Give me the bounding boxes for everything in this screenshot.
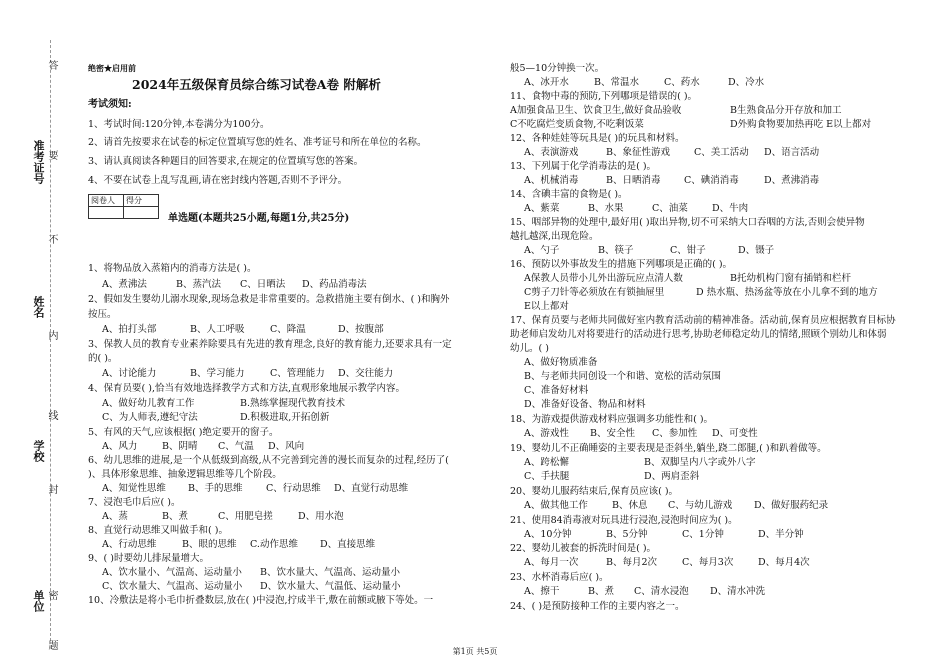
option: A、蒸 — [102, 511, 128, 522]
option: B、人工呼吸 — [190, 324, 245, 335]
option: C不吃腐烂变质食物,不吃剩饭菜 — [510, 119, 644, 130]
notice-item: 1、考试时间:120分钟,本卷满分为100分。 — [88, 119, 270, 130]
option: B.熟练掌握现代教育技术 — [240, 398, 346, 409]
label-xingming: 姓名 — [32, 296, 45, 318]
question-stem: 的( )。 — [88, 353, 118, 364]
option: D、直觉行动思维 — [334, 483, 409, 494]
option: D、语言活动 — [764, 147, 820, 158]
question-stem: 11、食物中毒的预防,下列哪项是错误的( )。 — [510, 91, 698, 102]
option: B、安全性 — [590, 428, 635, 439]
binding-mark-yao: 要 — [46, 150, 57, 160]
question-stem: 17、保育员要与老师共同做好室内教育活动前的精神准备。活动前,保育员应根据教育目标协 — [510, 315, 896, 326]
option: D、交往能力 — [338, 368, 394, 379]
option: A、拍打头部 — [102, 324, 157, 335]
option: B、手的思维 — [188, 483, 243, 494]
option: A、讨论能力 — [102, 368, 157, 379]
option: C剪子刀针等必须放在有锁抽屉里 — [524, 287, 665, 298]
option: A、每月一次 — [524, 557, 579, 568]
option: C、每月3次 — [682, 557, 734, 568]
option: B、象征性游戏 — [606, 147, 670, 158]
option: B、阴晴 — [162, 441, 198, 452]
score-table — [88, 194, 159, 219]
option: C、为人师表,遵纪守法 — [102, 412, 198, 423]
option: D、用水泡 — [298, 511, 344, 522]
option: A、表演游戏 — [524, 147, 579, 158]
question-stem: 14、含碘丰富的食物是( )。 — [510, 189, 628, 200]
option: C、油菜 — [652, 203, 688, 214]
option: B、蒸汽法 — [176, 279, 221, 290]
notice-heading: 考试须知: — [88, 99, 132, 110]
option: A、跨松懈 — [524, 457, 569, 468]
option: A、勺子 — [524, 245, 560, 256]
question-stem: 20、婴幼儿服药结束后,保育员应该( )。 — [510, 486, 679, 497]
option: D、清水冲洗 — [710, 586, 766, 597]
question-stem: 4、保育员要( ),恰当有效地选择教学方式和方法,直观形象地展示教学内容。 — [88, 383, 406, 394]
question-stem: 8、直觉行动思维又叫做手和( )。 — [88, 525, 228, 536]
option: A加强食品卫生、饮食卫生,做好食品验收 — [510, 105, 682, 116]
binding-mark-da: 答 — [46, 60, 57, 70]
question-stem: 18、为游戏提供游戏材料应强调多功能性和( )。 — [510, 414, 714, 425]
option: C、日晒法 — [240, 279, 286, 290]
question-stem: 幼儿。( ) — [510, 343, 549, 354]
page-footer: 第1页 共5页 — [452, 647, 498, 656]
option: B、煮 — [162, 511, 188, 522]
option: C、美工活动 — [694, 147, 749, 158]
option: D.积极进取,开拓创新 — [240, 412, 330, 423]
option: B、筷子 — [598, 245, 634, 256]
option: A、做好物质准备 — [524, 357, 598, 368]
option: B、常温水 — [594, 77, 639, 88]
option: D、镊子 — [738, 245, 775, 256]
option: D、两肩歪斜 — [644, 471, 700, 482]
score-table-cell[interactable] — [124, 207, 159, 219]
option: C、降温 — [270, 324, 306, 335]
option: B托幼机构门窗有插销和栏杆 — [730, 273, 851, 284]
question-stem: 21、使用84消毒液对玩具进行浸泡,浸泡时间应为( )。 — [510, 515, 738, 526]
option: A保教人员带小儿外出游玩应点清人数 — [524, 273, 683, 284]
question-stem: 2、假如发生婴幼儿溺水现象,现场急救是非常重要的。急救措施主要有倒水、( )和胸外 — [88, 294, 450, 305]
label-xuexiao: 学校 — [32, 440, 45, 462]
option: C、准备好材料 — [524, 385, 589, 396]
score-table-header-score: 得分 — [124, 195, 159, 207]
option: A、煮沸法 — [102, 279, 147, 290]
question-stem: 12、各种娃娃等玩具是( )的玩具和材料。 — [510, 133, 685, 144]
binding-mark-bu: 不 — [46, 234, 57, 244]
binding-mark-feng: 封 — [46, 484, 57, 494]
binding-mark-ti: 题 — [46, 640, 57, 650]
question-stem: 9、( )时要幼儿排尿量增大。 — [88, 553, 209, 564]
option: A、风力 — [102, 441, 138, 452]
option: E以上都对 — [524, 301, 569, 312]
option: A、冰开水 — [524, 77, 569, 88]
option: C、管理能力 — [270, 368, 325, 379]
binding-margin — [0, 0, 66, 671]
score-table-cell[interactable] — [89, 207, 124, 219]
notice-item: 4、不要在试卷上乱写乱画,请在密封线内答题,否则不予评分。 — [88, 175, 348, 186]
score-table-header-grader: 阅卷人 — [89, 195, 124, 207]
option: B、5分钟 — [606, 529, 648, 540]
option: B、日晒消毒 — [606, 175, 661, 186]
option: C、参加性 — [652, 428, 698, 439]
option: A、紫菜 — [524, 203, 560, 214]
option: D、冷水 — [728, 77, 765, 88]
page-title: 2024年五级保育员综合练习试卷A卷 附解析 — [132, 77, 381, 92]
question-stem: 般5—10分钟换一次。 — [510, 63, 605, 74]
question-stem: 13、下列属于化学消毒法的是( )。 — [510, 161, 657, 172]
question-stem: 6、幼儿思维的进展,是一个从低级到高级,从不完善到完善的漫长而复杂的过程,经历了( — [88, 455, 449, 466]
question-stem: 越扎越深,出现危险。 — [510, 231, 599, 242]
option: B、饮水量大、气温高、运动量小 — [260, 567, 400, 578]
option: D 热水瓶、热汤盆等放在小儿拿不到的地方 — [696, 287, 878, 298]
option: A、饮水量小、气温高、运动量小 — [102, 567, 242, 578]
option: A、游戏性 — [524, 428, 569, 439]
option: D、按腹部 — [338, 324, 384, 335]
option: C、钳子 — [670, 245, 706, 256]
question-stem: 22、婴幼儿被套的拆洗时间是( )。 — [510, 543, 657, 554]
option: C、用肥皂搓 — [218, 511, 273, 522]
question-stem: 5、有风的天气,应该根据( )绝定要开的窗子。 — [88, 427, 279, 438]
option: B、水果 — [588, 203, 624, 214]
option: D、牛肉 — [712, 203, 749, 214]
option: D、做好服药纪录 — [754, 500, 829, 511]
option: C、行动思维 — [266, 483, 321, 494]
option: A、做好幼儿教育工作 — [102, 398, 195, 409]
option: D、风向 — [268, 441, 305, 452]
option: B、每月2次 — [606, 557, 658, 568]
option: A、知觉性思维 — [102, 483, 166, 494]
option: D、药品消毒法 — [302, 279, 367, 290]
option: C、清水浸泡 — [634, 586, 689, 597]
option: D、煮沸消毒 — [764, 175, 820, 186]
binding-mark-xian: 线 — [46, 410, 57, 420]
binding-mark-mi: 密 — [46, 590, 57, 600]
option: C、1分钟 — [682, 529, 724, 540]
option: C、饮水量大、气温高、运动量小 — [102, 581, 243, 592]
question-stem: 24、( )是预防接种工作的主要内容之一。 — [510, 601, 685, 612]
question-stem: 10、冷敷法是将小毛巾折叠数层,放在( )中浸泡,拧成半干,敷在前额或腋下等处。一 — [88, 595, 434, 606]
option: C、与幼儿游戏 — [668, 500, 733, 511]
notice-item: 2、请首先按要求在试卷的标定位置填写您的姓名、准考证号和所在单位的名称。 — [88, 137, 427, 148]
option: C、气温 — [218, 441, 254, 452]
option: D、半分钟 — [758, 529, 804, 540]
option: B、学习能力 — [190, 368, 245, 379]
question-stem: 按压。 — [88, 309, 117, 320]
binding-dashed-line — [50, 40, 51, 641]
option: D、每月4次 — [758, 557, 810, 568]
option: B、与老师共同创设一个和谐、宽松的活动氛围 — [524, 371, 721, 382]
option: B、煮 — [588, 586, 614, 597]
question-stem: 3、保教人员的教育专业素养除要具有先进的教育理念,良好的教育能力,还要求具有一定 — [88, 339, 452, 350]
option: B、眼的思维 — [182, 539, 237, 550]
question-stem: 23、水杯消毒后应( )。 — [510, 572, 609, 583]
option: A、机械消毒 — [524, 175, 579, 186]
label-zhunkaozheng: 准考证号 — [32, 140, 45, 184]
option: D、直接思维 — [320, 539, 376, 550]
option: A、10分钟 — [524, 529, 572, 540]
binding-mark-nei: 内 — [46, 330, 57, 340]
option: A、行动思维 — [102, 539, 157, 550]
notice-item: 3、请认真阅读各种题目的回答要求,在规定的位置填写您的答案。 — [88, 156, 364, 167]
option: C、药水 — [664, 77, 700, 88]
option: A、做其他工作 — [524, 500, 588, 511]
secret-mark: 绝密★启用前 — [88, 63, 136, 73]
question-stem: 7、浸泡毛巾后应( )。 — [88, 497, 181, 508]
option: B生熟食品分开存放和加工 — [730, 105, 842, 116]
question-stem: 助老师启发幼儿对将要进行的活动进行思考,协助老师稳定幼儿的情绪,照顾个别幼儿和体弱 — [510, 329, 887, 340]
label-danwei: 单位 — [32, 590, 45, 612]
option: C、碘消消毒 — [684, 175, 739, 186]
option: D、饮水量大、气温低、运动量小 — [260, 581, 401, 592]
option: D外购食物要加热再吃 E以上都对 — [730, 119, 872, 130]
option: D、可变性 — [712, 428, 758, 439]
section-title: 单选题(本题共25小题,每题1分,共25分) — [168, 213, 350, 224]
question-stem: 16、预防以外事故发生的措施下列哪项是正确的( )。 — [510, 259, 733, 270]
question-stem: 19、婴幼儿不正确睡姿的主要表现是歪斜坐,躺坐,跷二郎腿,( )和趴着做等。 — [510, 443, 827, 454]
option: A、擦干 — [524, 586, 560, 597]
question-stem: 15、咽部异物的处理中,最好用( )取出异物,切不可采纳大口吞咽的方法,否则会使异物 — [510, 217, 865, 228]
option: D、准备好设备、物品和材料 — [524, 399, 646, 410]
option: B、休息 — [612, 500, 648, 511]
option: B、双脚呈内八字或外八字 — [644, 457, 756, 468]
question-stem: 1、将物品放入蒸箱内的消毒方法是( )。 — [88, 263, 257, 274]
question-stem: )、具体形象思维、抽象逻辑思维等几个阶段。 — [88, 469, 282, 480]
option: C.动作思维 — [250, 539, 298, 550]
option: C、手扶腿 — [524, 471, 570, 482]
